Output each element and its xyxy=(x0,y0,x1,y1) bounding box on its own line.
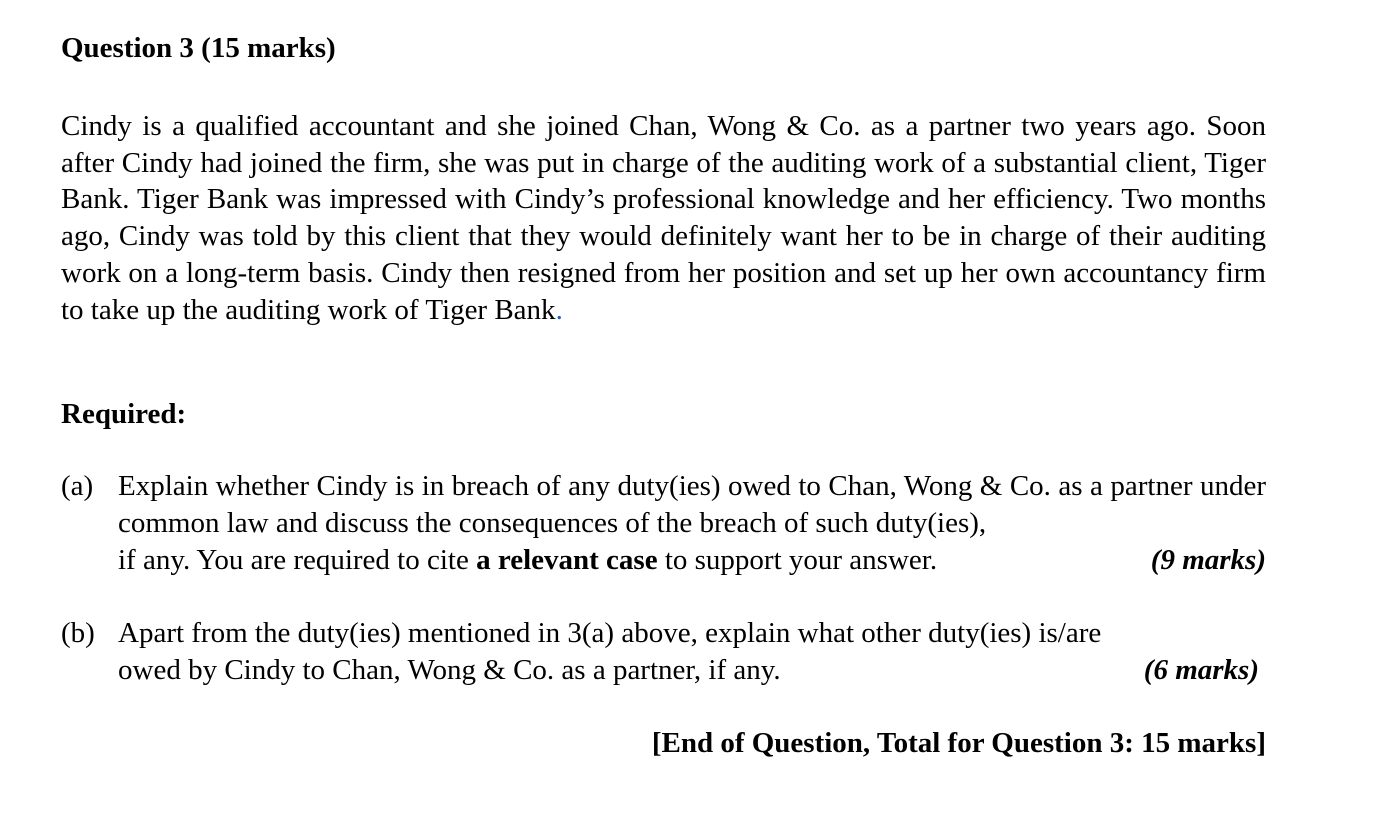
scenario-paragraph xyxy=(61,108,1266,328)
part-b-text: Apart from the duty(ies) mentioned in 3(a) above, explain what other duty(ies) is/are xyxy=(118,617,1102,650)
end-of-question: [End of Question, Total for Question 3: 15 marks] xyxy=(651,727,1266,760)
question-title: Question 3 (15 marks) xyxy=(61,32,336,64)
part-b-marks: (6 marks) xyxy=(1143,654,1259,687)
part-a-marks: (9 marks) xyxy=(1150,544,1266,577)
part-a-text-pre: if any. You are required to cite xyxy=(118,544,477,577)
scenario-text: Cindy is a qualified accountant and she joined Chan, Wong & Co. as a partner two years ago. Soon after Cindy had joined the firm, she was put in charge of the auditing work of a substantial client, Tiger Bank. Tiger Bank was impressed with Cindy’s professional knowledge and her efficiency. Two months ago, Cindy was told by this client that they would definitely want her to be in charge of their auditing work on a long-term basis. Cindy then resigned from her position and set up her own accountancy firm to take up the auditing work of Tiger Bank xyxy=(61,110,1266,326)
required-heading: Required: xyxy=(61,398,187,431)
part-a xyxy=(61,468,1266,579)
part-b-last-line xyxy=(118,652,1266,689)
part-b-text-line2: owed by Cindy to Chan, Wong & Co. as a partner, if any. xyxy=(118,654,781,687)
part-a-last-line xyxy=(118,542,1266,579)
part-a-text: Explain whether Cindy is in breach of any duty(ies) owed to Chan, Wong & Co. as a partner under common law and discuss the consequences of the breach of such duty(ies), xyxy=(118,470,1266,540)
part-a-text-bold: a relevant case xyxy=(476,544,658,577)
part-a-text-post: to support your answer. xyxy=(657,544,938,577)
scenario-end-dot: . xyxy=(555,293,563,326)
question-page xyxy=(61,30,1266,761)
part-b xyxy=(61,615,1266,689)
part-a-label: (a) xyxy=(61,470,94,503)
part-b-label: (b) xyxy=(61,617,95,650)
